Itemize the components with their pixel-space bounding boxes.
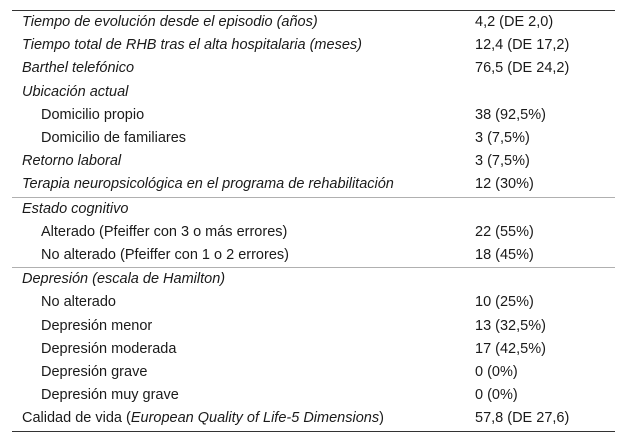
row-label: Estado cognitivo bbox=[12, 197, 473, 221]
row-value: 22 (55%) bbox=[475, 223, 534, 240]
table-row bbox=[12, 361, 615, 384]
row-value: 12 (30%) bbox=[475, 176, 534, 193]
row-label: Depresión moderada bbox=[41, 340, 177, 357]
row-label: Domicilio de familiares bbox=[41, 130, 187, 147]
row-label: Retorno laboral bbox=[22, 153, 122, 170]
row-label: No alterado (Pfeiffer con 1 o 2 errores) bbox=[41, 247, 289, 264]
table-row bbox=[12, 57, 615, 80]
row-value: 0 (0%) bbox=[475, 387, 518, 404]
row-label: Tiempo total de RHB tras el alta hospitalaria (meses) bbox=[22, 37, 362, 54]
row-value: 3 (7,5%) bbox=[475, 153, 530, 170]
table-row bbox=[12, 221, 615, 244]
table-row bbox=[12, 104, 615, 127]
table-row bbox=[12, 291, 615, 314]
row-value: 57,8 (DE 27,6) bbox=[475, 410, 570, 427]
table-row bbox=[12, 407, 615, 430]
row-label: Tiempo de evolución desde el episodio (años) bbox=[22, 14, 318, 30]
row-label: Depresión (escala de Hamilton) bbox=[12, 268, 473, 292]
row-value bbox=[473, 268, 615, 292]
row-label: Depresión grave bbox=[41, 364, 148, 381]
table-row bbox=[12, 34, 615, 57]
row-label: Domicilio propio bbox=[41, 106, 145, 123]
row-label: Depresión menor bbox=[41, 317, 153, 334]
results-table bbox=[12, 11, 615, 431]
results-table-body bbox=[12, 11, 615, 431]
row-value: 10 (25%) bbox=[475, 294, 534, 311]
row-value: 17 (42,5%) bbox=[475, 340, 546, 357]
row-label: Terapia neuropsicológica en el programa de rehabilitación bbox=[22, 176, 394, 193]
row-value: 0 (0%) bbox=[475, 364, 518, 381]
row-label: Alterado (Pfeiffer con 3 o más errores) bbox=[41, 223, 288, 240]
row-label-suffix: ) bbox=[379, 410, 384, 427]
row-value: 76,5 (DE 24,2) bbox=[475, 60, 570, 77]
table-row bbox=[12, 197, 615, 221]
table-row bbox=[12, 11, 615, 34]
table-row bbox=[12, 384, 615, 407]
table-row bbox=[12, 268, 615, 292]
row-value: 18 (45%) bbox=[475, 247, 534, 264]
row-label-italic: European Quality of Life-5 Dimensions bbox=[130, 410, 380, 427]
row-label: No alterado bbox=[41, 294, 116, 311]
row-value: 4,2 (DE 2,0) bbox=[475, 14, 554, 30]
results-table-container bbox=[12, 10, 615, 432]
row-label bbox=[12, 407, 473, 430]
table-row bbox=[12, 338, 615, 361]
table-row bbox=[12, 81, 615, 104]
row-label: Depresión muy grave bbox=[41, 387, 179, 404]
row-value bbox=[473, 197, 615, 221]
table-row bbox=[12, 244, 615, 268]
table-row bbox=[12, 315, 615, 338]
table-row bbox=[12, 173, 615, 197]
row-label-prefix: Calidad de vida ( bbox=[22, 410, 131, 427]
table-row bbox=[12, 127, 615, 150]
row-value: 13 (32,5%) bbox=[475, 317, 546, 334]
row-value: 38 (92,5%) bbox=[475, 106, 546, 123]
row-label: Barthel telefónico bbox=[22, 60, 135, 77]
table-row bbox=[12, 150, 615, 173]
row-value: 3 (7,5%) bbox=[475, 130, 530, 147]
row-value: 12,4 (DE 17,2) bbox=[475, 37, 570, 54]
row-label: Ubicación actual bbox=[22, 83, 129, 100]
row-value bbox=[473, 81, 615, 104]
